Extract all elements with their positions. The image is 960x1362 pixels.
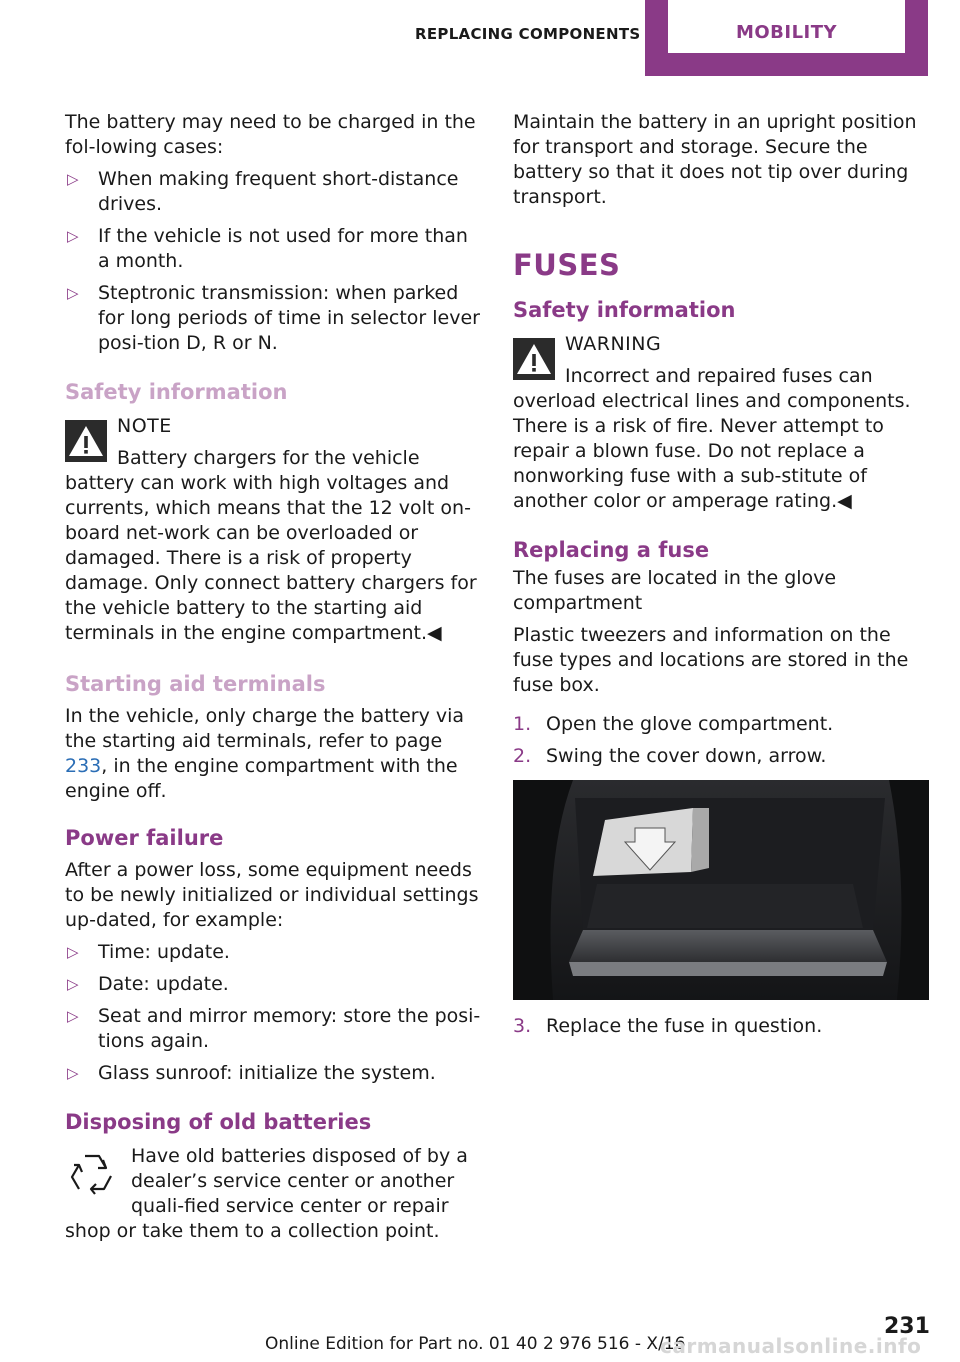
list-item-text: Glass sunroof: initialize the system.: [98, 1062, 436, 1084]
safety-info-heading: Safety information: [65, 380, 288, 404]
right-column: [513, 110, 929, 1046]
mobility-tab[interactable]: MOBILITY: [668, 0, 905, 53]
tweezers-text: Plastic tweezers and information on the fuse types and locations are stored in the fuse box.: [513, 624, 909, 696]
starting-aid-text-part: , in the engine compartment with the engine off.: [65, 755, 458, 802]
note-text: Battery chargers for the vehicle battery can work with high voltages and currents, which means that the 12 volt on-board net‐work can be overloaded or damaged. There is a risk of property damage. Only connect battery chargers for the vehicle battery to the starting aid terminals in the engine compartment.◀: [65, 447, 477, 644]
note-label: NOTE: [117, 415, 172, 437]
triangle-bullet-icon: ▷: [67, 284, 79, 302]
steps-list-continued: [513, 1014, 929, 1039]
power-failure-list: [65, 940, 481, 1086]
step-text: Open the glove compartment.: [546, 713, 834, 735]
step-number: 2.: [513, 745, 532, 767]
left-column: [65, 110, 481, 1250]
step-number: 1.: [513, 713, 532, 735]
warning-text: Incorrect and repaired fuses can overload electrical lines and components. There is a risk of fire. Never attempt to repair a blown fuse. Do not replace a nonworking fuse with a sub‐stitute of another color or amperage rating.◀: [513, 365, 911, 512]
disposing-text: Have old batteries disposed of by a dealer’s service center or another quali‐fied service center or repair shop or take them to a collection point.: [65, 1145, 468, 1242]
glove-compartment-illustration: [513, 780, 929, 1000]
list-item: [65, 167, 481, 217]
header-section-title: REPLACING COMPONENTS: [415, 25, 641, 43]
triangle-bullet-icon: ▷: [67, 227, 79, 245]
triangle-bullet-icon: ▷: [67, 975, 79, 993]
starting-aid-text: [65, 704, 481, 804]
glove-compartment-photo: [513, 780, 929, 1000]
triangle-bullet-icon: ▷: [67, 170, 79, 188]
watermark: carmanualsonline.info: [660, 1334, 922, 1358]
list-item: [65, 224, 481, 274]
step-text: Replace the fuse in question.: [546, 1015, 823, 1037]
charge-cases-list: [65, 167, 481, 356]
power-failure-heading: Power failure: [65, 826, 224, 850]
page-number: 231: [884, 1314, 930, 1339]
replacing-fuse-heading: Replacing a fuse: [513, 538, 710, 562]
step-text: Swing the cover down, arrow.: [546, 745, 827, 767]
fuse-location-text: The fuses are located in the glove compartment: [513, 567, 837, 614]
starting-aid-text-part: In the vehicle, only charge the battery via the starting aid terminals, refer to page: [65, 705, 465, 752]
fuses-heading: FUSES: [513, 248, 621, 282]
step-number: 3.: [513, 1015, 532, 1037]
note-box: [65, 414, 481, 646]
upright-text: Maintain the battery in an upright position for transport and storage. Secure the battery so that it does not tip over during transport.: [513, 111, 917, 208]
list-item: [65, 940, 481, 965]
warning-box: [513, 332, 929, 514]
list-item-text: Seat and mirror memory: store the posi‐tions again.: [98, 1005, 481, 1052]
power-failure-text: After a power loss, some equipment needs to be newly initialized or individual settings up‐dated, for example:: [65, 859, 479, 931]
warning-triangle-icon: [65, 420, 107, 462]
list-item-text: When making frequent short-distance drives.: [98, 168, 459, 215]
starting-aid-heading: Starting aid terminals: [65, 672, 326, 696]
footer-edition: Online Edition for Part no. 01 40 2 976 516 - X/16: [265, 1334, 686, 1354]
list-item-text: Steptronic transmission: when parked for long periods of time in selector lever posi‐tion D, R or N.: [98, 282, 480, 354]
disposing-heading: Disposing of old batteries: [65, 1110, 372, 1134]
steps-list: [513, 712, 929, 769]
list-item: [65, 1004, 481, 1054]
list-item: [65, 1061, 481, 1086]
list-item: [513, 1014, 929, 1039]
intro-text: The battery may need to be charged in the fol‐lowing cases:: [65, 111, 476, 158]
triangle-bullet-icon: ▷: [67, 1007, 79, 1025]
disposing-box: [65, 1144, 481, 1244]
list-item: [513, 712, 929, 737]
triangle-bullet-icon: ▷: [67, 943, 79, 961]
triangle-bullet-icon: ▷: [67, 1064, 79, 1082]
warning-triangle-icon: [513, 338, 555, 380]
list-item-text: If the vehicle is not used for more than a month.: [98, 225, 468, 272]
list-item-text: Date: update.: [98, 973, 229, 995]
list-item-text: Time: update.: [98, 941, 230, 963]
fuses-safety-heading: Safety information: [513, 298, 736, 322]
list-item: [65, 972, 481, 997]
list-item: [65, 281, 481, 356]
list-item: [513, 744, 929, 769]
warning-label: WARNING: [565, 333, 662, 355]
recycle-icon: [65, 1146, 119, 1200]
page-link-233[interactable]: 233: [65, 755, 102, 777]
